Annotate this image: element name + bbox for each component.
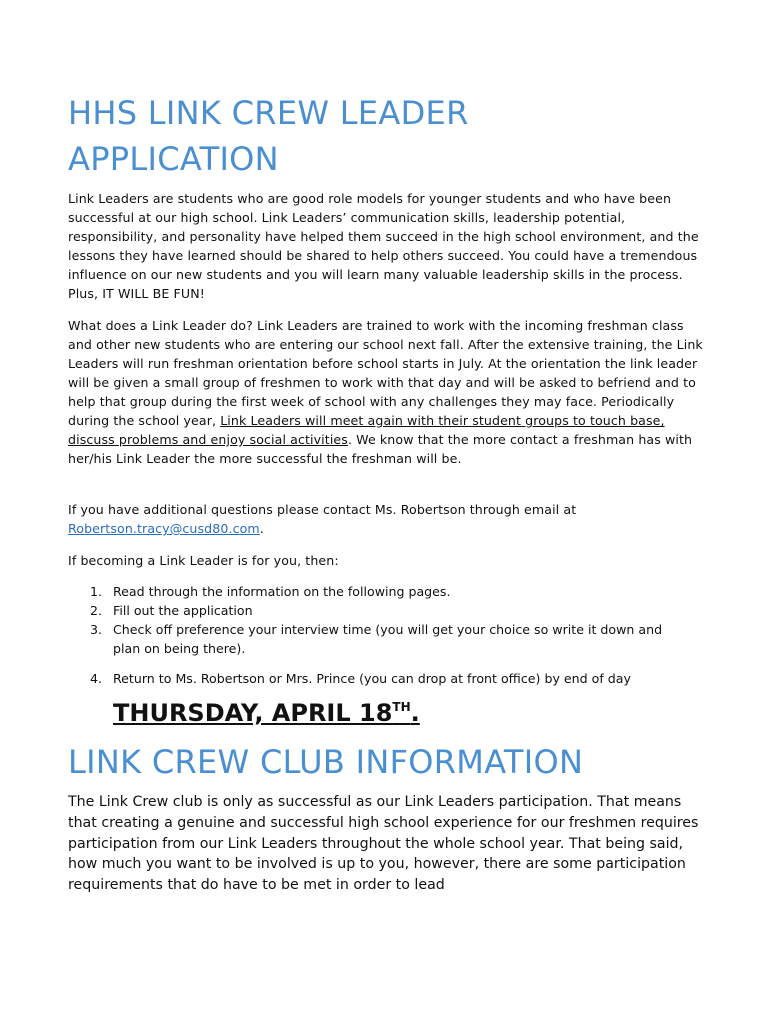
list-item xyxy=(68,601,708,620)
contact-paragraph xyxy=(68,500,668,538)
deadline-main: THURSDAY, APRIL 18 xyxy=(113,699,393,727)
step-text: Return to Ms. Robertson or Mrs. Prince (you can drop at front office) by end of day xyxy=(113,671,631,686)
step-text: Fill out the application xyxy=(113,603,253,618)
club-paragraph: The Link Crew club is only as successful as our Link Leaders participation. That means that creating a genuine and successful high school experience for our freshmen requires participation from our Link Leaders throughout the whole school year. That being said, how much you want to be involved is up to you, however, there are some participation requirements that do have to be met in order to lead xyxy=(68,794,699,894)
steps-list xyxy=(68,582,708,688)
deadline-date xyxy=(113,690,420,730)
steps-intro: If becoming a Link Leader is for you, then: xyxy=(68,553,339,568)
list-item xyxy=(68,582,708,601)
role-text-start: What does a Link Leader do? Link Leaders are trained to work with the incoming freshman class and other new students who are entering our school next fall. After the extensive training, the Link Leaders will run freshman orientation before school starts in July. At the orientation the link leader will be given a small group of freshmen to work with that day and will be asked to befriend and to help that group during the first week of school with any challenges they may face. Periodically during the school year, xyxy=(68,318,703,428)
section-heading: LINK CREW CLUB INFORMATION xyxy=(68,743,584,781)
contact-end: . xyxy=(259,521,264,536)
step-text: Check off preference your interview time (you will get your choice so write it down and plan on being there). xyxy=(113,622,663,656)
deadline-end: . xyxy=(410,699,420,727)
email-link[interactable]: Robertson.tracy@cusd80.com xyxy=(68,521,260,536)
role-text-underlined: Link Leaders will meet again with their student groups to touch base, discuss problems and enjoy social activities xyxy=(68,413,665,447)
list-item xyxy=(68,669,708,688)
step-text: Read through the information on the following pages. xyxy=(113,584,451,599)
contact-text: If you have additional questions please contact Ms. Robertson through email at xyxy=(68,502,577,517)
list-item xyxy=(68,620,693,658)
role-paragraph xyxy=(68,316,708,468)
role-text-end: . We know that the more contact a freshman has with her/his Link Leader the more successful the freshman will be. xyxy=(68,432,693,466)
intro-paragraph: Link Leaders are students who are good role models for younger students and who have been successful at our high school. Link Leaders’ communication skills, leadership potential, responsibility, and personality have helped them succeed in the high school environment, and the lessons they have learned should be shared to help others succeed. You could have a tremendous influence on our new students and you will learn many valuable leadership skills in the process. Plus, IT WILL BE FUN! xyxy=(68,191,699,301)
step-number: 3. xyxy=(90,622,103,637)
step-number: 4. xyxy=(90,671,103,686)
step-number: 1. xyxy=(90,584,103,599)
step-number: 2. xyxy=(90,603,103,618)
page-title: HHS LINK CREW LEADER APPLICATION xyxy=(68,94,469,178)
deadline-suffix: TH xyxy=(392,700,411,714)
